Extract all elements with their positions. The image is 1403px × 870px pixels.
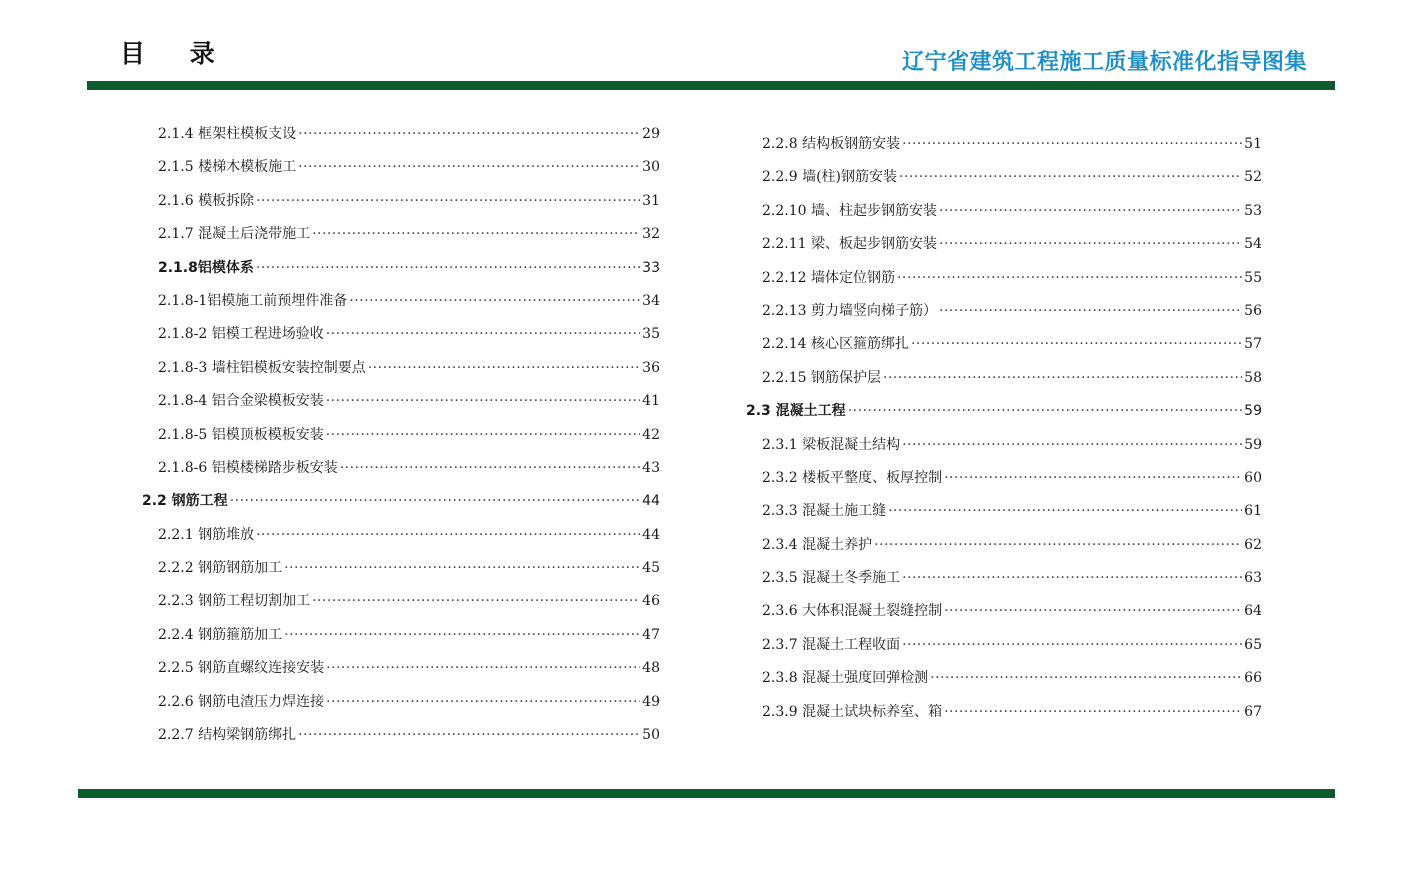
toc-entry-page-number: 44 [642,493,660,510]
toc-leader-dots [883,370,1242,386]
toc-entry-label: 2.2.4 钢筋箍筋加工 [158,626,283,643]
toc-entry[interactable] [142,457,660,490]
page-title: 目 录 [120,39,233,68]
toc-entry-label: 2.2.3 钢筋工程切割加工 [158,593,311,610]
toc-entry-page-number: 45 [642,560,660,577]
toc-entry-page-number: 48 [642,660,660,677]
toc-entry-page-number: 67 [1244,703,1262,720]
toc-entry-label: 2.3.6 大体积混凝土裂缝控制 [762,603,943,620]
toc-entry-label: 2.2.5 钢筋直螺纹连接安装 [158,660,325,677]
toc-entry-label: 2.2.10 墙、柱起步钢筋安装 [762,202,937,219]
toc-entry[interactable] [142,590,660,623]
toc-entry-page-number: 35 [642,326,660,343]
toc-entry-label: 2.2.13 剪力墙竖向梯子筋） [762,302,937,319]
toc-entry-label: 2.1.6 模板拆除 [158,192,255,209]
toc-leader-dots [874,537,1242,553]
toc-entry[interactable] [746,534,1262,567]
toc-entry-page-number: 42 [642,426,660,443]
toc-leader-dots [284,560,640,576]
toc-entry-label: 2.3.3 混凝土施工缝 [762,503,887,520]
toc-entry[interactable] [746,133,1262,166]
toc-entry-label: 2.3.7 混凝土工程收面 [762,636,901,653]
toc-entry[interactable] [746,667,1262,700]
toc-entry-page-number: 49 [642,693,660,710]
toc-leader-dots [888,503,1242,519]
toc-entry-label: 2.1.8-2 铝模工程进场验收 [158,326,324,343]
toc-leader-dots [911,336,1242,352]
toc-entry-label: 2.1.8-6 铝模楼梯踏步板安装 [158,459,338,476]
toc-entry-label: 2.2.11 梁、板起步钢筋安装 [762,236,937,253]
toc-leader-dots [939,303,1242,319]
toc-leader-dots [298,159,640,175]
toc-leader-dots [312,226,640,242]
toc-entry-label: 2.3.2 楼板平整度、板厚控制 [762,469,943,486]
toc-entry-page-number: 66 [1244,670,1262,687]
toc-entry-page-number: 29 [642,126,660,142]
toc-entry[interactable] [142,691,660,724]
toc-leader-dots [902,570,1242,586]
toc-leader-dots [312,593,640,609]
toc-entry-label: 2.2.6 钢筋电渣压力焊连接 [158,693,325,710]
toc-entry[interactable] [142,424,660,457]
toc-entry-page-number: 59 [1244,403,1262,420]
toc-entry[interactable] [746,333,1262,366]
toc-entry-label: 2.1.8-4 铝合金梁模板安装 [158,393,324,410]
toc-entry-label: 2.3.8 混凝土强度回弹检测 [762,670,929,687]
bottom-rule [78,789,1335,798]
toc-entry-page-number: 60 [1244,469,1262,486]
toc-entry[interactable] [746,500,1262,533]
toc-entry[interactable] [142,724,660,757]
toc-entry[interactable] [746,434,1262,467]
toc-leader-dots [326,660,640,676]
toc-leader-dots [944,704,1242,720]
toc-entry-label: 2.2.12 墙体定位钢筋 [762,269,895,286]
toc-entry-label: 2.2.8 结构板钢筋安装 [762,136,901,152]
toc-leader-dots [326,694,640,710]
toc-entry-label: 2.3.1 梁板混凝土结构 [762,436,901,453]
toc-entry-label: 2.3.5 混凝土冬季施工 [762,570,901,587]
toc-entry[interactable] [746,267,1262,300]
toc-entry-page-number: 44 [642,526,660,543]
toc-leader-dots [848,403,1242,419]
toc-entry-page-number: 59 [1244,436,1262,453]
toc-entry[interactable] [746,567,1262,600]
toc-leader-dots [284,627,640,643]
toc-left-column [142,123,660,757]
toc-entry-page-number: 32 [642,226,660,243]
toc-leader-dots [230,493,640,509]
toc-entry[interactable] [142,490,660,523]
toc-entry[interactable] [746,166,1262,199]
toc-entry-page-number: 55 [1244,269,1262,286]
toc-entry-page-number: 50 [642,727,660,744]
toc-entry[interactable] [142,190,660,223]
toc-entry-page-number: 46 [642,593,660,610]
toc-leader-dots [340,460,640,476]
toc-entry[interactable] [142,156,660,189]
toc-right-column [746,133,1262,734]
toc-entry[interactable] [746,701,1262,734]
toc-entry-page-number: 53 [1244,202,1262,219]
toc-entry-page-number: 31 [642,192,660,209]
toc-leader-dots [349,293,640,309]
toc-entry[interactable] [142,323,660,356]
toc-entry-page-number: 54 [1244,236,1262,253]
toc-entry[interactable] [746,367,1262,400]
toc-entry-page-number: 33 [642,259,660,276]
toc-entry-page-number: 62 [1244,536,1262,553]
toc-entry[interactable] [142,357,660,390]
toc-entry[interactable] [746,233,1262,266]
toc-leader-dots [298,126,640,142]
toc-entry-label: 2.1.5 楼梯木模板施工 [158,159,297,176]
toc-leader-dots [899,169,1242,185]
toc-leader-dots [902,136,1242,152]
toc-entry-label: 2.2 钢筋工程 [142,493,228,510]
toc-leader-dots [256,193,640,209]
toc-entry[interactable] [746,600,1262,633]
toc-entry[interactable] [142,123,660,156]
toc-entry-label: 2.2.1 钢筋堆放 [158,526,255,543]
toc-entry-label: 2.2.2 钢筋钢筋加工 [158,560,283,577]
toc-leader-dots [897,270,1242,286]
toc-entry-page-number: 41 [642,393,660,410]
toc-entry-label: 2.1.8-3 墙柱铝模板安装控制要点 [158,359,366,376]
toc-entry[interactable] [746,634,1262,667]
toc-entry-page-number: 30 [642,159,660,176]
toc-entry-label: 2.3 混凝土工程 [746,403,846,420]
toc-leader-dots [326,393,640,409]
toc-entry-label: 2.1.8铝模体系 [158,259,254,276]
toc-entry-page-number: 34 [642,292,660,309]
toc-leader-dots [902,637,1242,653]
toc-leader-dots [326,427,640,443]
toc-entry-page-number: 52 [1244,169,1262,186]
toc-leader-dots [930,670,1242,686]
toc-entry[interactable] [746,467,1262,500]
toc-entry[interactable] [142,257,660,290]
toc-leader-dots [298,727,640,743]
toc-leader-dots [939,203,1242,219]
toc-entry-label: 2.2.9 墙(柱)钢筋安装 [762,169,897,186]
toc-entry-page-number: 61 [1244,503,1262,520]
toc-entry-page-number: 36 [642,359,660,376]
toc-leader-dots [326,326,640,342]
toc-leader-dots [368,360,640,376]
toc-entry[interactable] [746,400,1262,433]
toc-entry-page-number: 43 [642,459,660,476]
toc-entry[interactable] [746,300,1262,333]
toc-entry-label: 2.2.15 钢筋保护层 [762,369,881,386]
toc-leader-dots [939,236,1242,252]
toc-entry[interactable] [142,390,660,423]
top-rule [87,81,1335,90]
toc-leader-dots [944,603,1242,619]
toc-entry-page-number: 63 [1244,570,1262,587]
toc-entry[interactable] [142,290,660,323]
toc-entry-label: 2.1.8-1铝模施工前预埋件准备 [158,292,348,309]
toc-entry[interactable] [142,624,660,657]
toc-entry-label: 2.3.4 混凝土养护 [762,536,873,553]
toc-entry[interactable] [746,200,1262,233]
toc-entry-page-number: 64 [1244,603,1262,620]
toc-entry-page-number: 65 [1244,636,1262,653]
series-title: 辽宁省建筑工程施工质量标准化指导图集 [901,50,1307,75]
toc-leader-dots [902,437,1242,453]
toc-entry-label: 2.1.7 混凝土后浇带施工 [158,226,311,243]
toc-entry-page-number: 58 [1244,369,1262,386]
toc-leader-dots [944,470,1242,486]
toc-entry[interactable] [142,657,660,690]
toc-entry-page-number: 57 [1244,336,1262,353]
toc-leader-dots [256,260,640,276]
toc-entry-page-number: 47 [642,626,660,643]
toc-leader-dots [256,527,640,543]
toc-entry-page-number: 51 [1244,136,1262,152]
toc-entry-label: 2.1.8-5 铝模顶板模板安装 [158,426,324,443]
toc-entry[interactable] [142,557,660,590]
toc-entry-label: 2.3.9 混凝土试块标养室、箱 [762,703,943,720]
toc-entry[interactable] [142,524,660,557]
toc-entry[interactable] [142,223,660,256]
toc-entry-label: 2.2.7 结构梁钢筋绑扎 [158,727,297,744]
toc-entry-label: 2.2.14 核心区箍筋绑扎 [762,336,909,353]
toc-entry-page-number: 56 [1244,302,1262,319]
toc-entry-label: 2.1.4 框架柱模板支设 [158,126,297,142]
